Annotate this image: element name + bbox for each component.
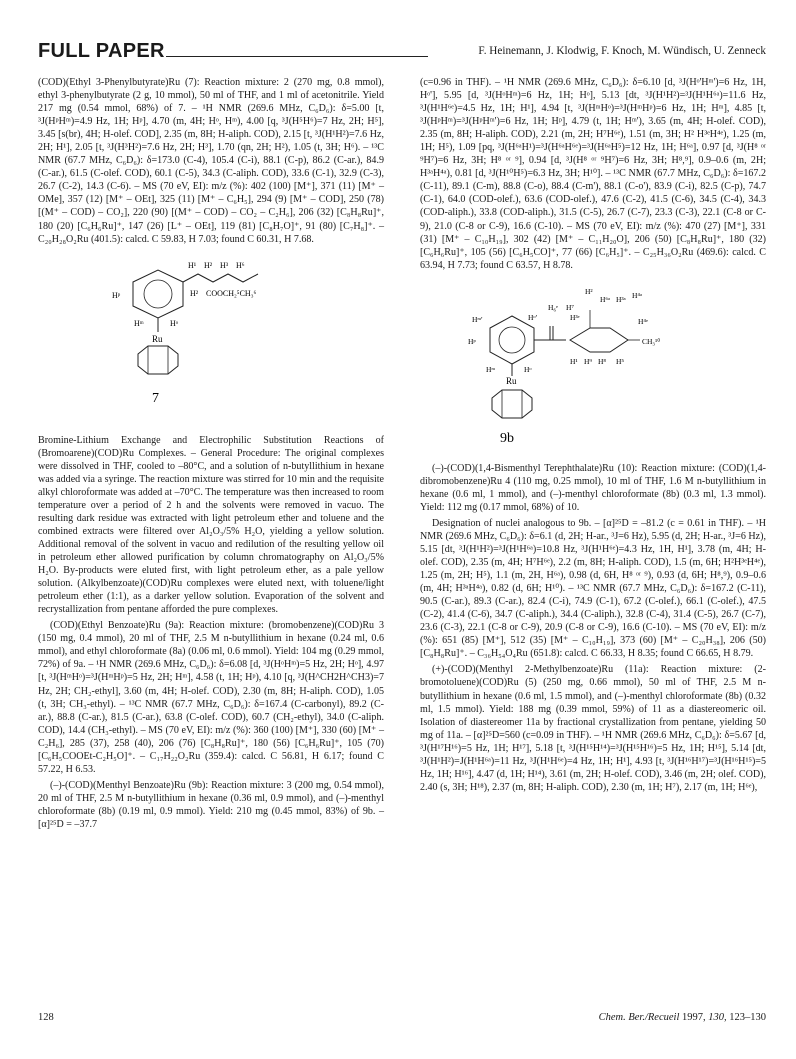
structure-7-drawing	[38, 254, 384, 424]
label-h8: H⁸	[598, 356, 607, 366]
label-ch3: CH₃¹⁰	[642, 336, 661, 346]
header-rule	[166, 56, 428, 57]
label-hm: Hᵐ	[134, 318, 144, 328]
paragraph-compound-10: (–)-(COD)(1,4-Bismenthyl Terephthalate)Ru (10): Reaction mixture: (COD)(1,4-dibromobenzene)Ru 4 (110 mg, 0.25 mmol), 10 ml of THF, 1.6 M n-butyllithium in hexane (0.6 ml, 1 mmol), and (–)-menthyl chloroformate (8b) (0.3 ml, 1.3 mmol). Yield: 112 mg (0.17 mmol, 68%) of 10.	[420, 462, 766, 513]
label-hp: Hᵖ	[112, 290, 121, 300]
label-hm-prime: Hᵐ'	[472, 314, 483, 324]
menthyl-ring	[570, 328, 628, 352]
paragraph-compound-9b: (–)-(COD)(Menthyl Benzoate)Ru (9b): Reaction mixture: 3 (200 mg, 0.54 mmol), 20 ml of THF, 2.5 M n-butyllithium in hexane (0.36 ml, 0.9 mmol), and (–)-menthyl chloroformate (8b) (0.19 ml, 0.9 mmol). Yield: 210 mg (0.45 mmol, 83%) of 9b. – [α]²⁵D = –37.7	[38, 779, 384, 830]
label-ho: Hᵒ	[524, 364, 532, 374]
compound-label-7: 7	[152, 390, 159, 406]
label-h2-bottom: H²	[190, 288, 199, 298]
label-ru: Ru	[152, 333, 163, 344]
label-ho-prime: Hᵒ'	[528, 312, 537, 322]
page-footer	[38, 1012, 766, 1028]
right-column	[420, 76, 766, 797]
journal-name: Chem. Ber./Recueil	[598, 1012, 680, 1023]
label-h6e: H₆ᵉ	[548, 302, 558, 312]
structure-9b-drawing	[420, 280, 766, 452]
cod-ligand	[138, 346, 178, 374]
left-column	[38, 76, 384, 834]
structure-7	[38, 254, 384, 424]
journal-year: 1997,	[682, 1012, 706, 1023]
label-hm: Hᵐ	[486, 364, 496, 374]
label-ho: Hᵒ	[170, 318, 179, 328]
label-ester: COOCH₂⁵CH₃⁶	[206, 288, 257, 298]
label-ru: Ru	[506, 375, 517, 386]
label-h2: H²	[585, 286, 593, 296]
arene-circle	[144, 280, 172, 308]
paragraph-compound-7: (COD)(Ethyl 3-Phenylbutyrate)Ru (7): Reaction mixture: 2 (270 mg, 0.8 mmol), ethyl 3-phenylbutyrate (2 g, 10 mmol), 50 ml of THF, and 1 ml of acetonitrile. Yield 217 mg (0.54 mmol, 68%) of 7. – ¹H NMR (269.6 MHz, C₆D₆): δ=5.00 [t, ³J(HᵖHᵐ)=4.9 Hz, 1H; Hᵖ], 4.70 (m, 4H; Hᵒ, Hᵐ), 4.00 [q, ³J(H⁵H⁶)=7 Hz, 2H; H⁵], 3.45 [s(br), 4H; H-olef. COD], 2.35 (m, 8H; H-aliph. COD), 2.15 [t, ³J(H¹H²)=7.6 Hz, 2H; H¹], 2.05 [t, ³J(H³H²)=7.6 Hz, 2H; H³], 1.70 (qn, 2H; H²), 1.05 (t, 3H; H⁶). – ¹³C NMR (67.7 MHz, C₆D₆): δ=173.0 (C-4), 105.4 (C-i), 88.1 (C-p), 86.2 (C-ar.), 84.9 (C-ar.), 61.5 (C-olef. COD), 60.1 (C-5), 34.3 (C-aliph. COD), 33.6 (C-1), 32.9 (C-3), 26.7 (C-2), 14.3 (C-6). – MS (70 eV, EI): m/z (%): 402 (100) [M⁺], 371 (11) [M⁺ – OMe], 357 (12) [M⁺ – OEt], 325 (11) [M⁺ – C₆H₅], 294 (9) [M⁺ – COD], 250 (78) [(M⁺ – COD) – CO₂], 220 (90) [(M⁺ – COD) – CO₂ – C₂H₆], 206 (32) [C₈H₈Ru]⁺, 180 (20) [C₆H₆Ru]⁺, 147 (26) [L⁺ – OEt], 119 (81) [C₈H₇O]⁺, 91 (80) [C₇H₈]⁺. – C₂₀H₂₈O₂Ru (401.5): calcd. C 59.83, H 7.03; found C 60.31, H 7.68.	[38, 77, 384, 245]
compound-label-9b: 9b	[500, 430, 514, 446]
side-chain	[183, 274, 258, 282]
paragraph-general-procedure: Bromine-Lithium Exchange and Electrophilic Substitution Reactions of (Bromoarene)(COD)Ru Complexes. – General Procedure: The original complexes were dissolved in THF, cooled to –80°C, and a solution of n-butyllithium in hexane was added via a syringe. The reaction mixture was stirred for 10 min and the requisite alkyl chloroformate was added at –70°C. The temperature was then increased to room temperature over a period of 2 h and the solvents were removed in vacuo. The resulting dark residue was extracted with light petroleum ether and toluene and the combined extracts were filtered over Al₂O₃/5% H₂O, yielding a yellow solution. Additional removal of the solvent in vacuo and redilution of the resulting yellow oil in petroleum ether allowed purification by column chromatography on Al₂O₃/5% H₂O. By-products were eluted first, with light petroleum ether, as a pale yellow solution. (Alkylbenzoate)(COD)Ru complexes were eluted next, with toluene/light petroleum ether (1:1), as a darker yellow solution. Evaporation of the solvent and recrystallization from pentane afforded the pure complexes.	[38, 434, 384, 616]
label-h4a: H⁴ᵃ	[632, 290, 643, 300]
label-h9: H⁹	[584, 356, 593, 366]
journal-volume: 130,	[708, 1012, 727, 1023]
author-list: F. Heinemann, J. Klodwig, F. Knoch, M. Wündisch, U. Zenneck	[478, 45, 766, 57]
cod-ligand	[492, 390, 532, 418]
journal-citation	[599, 1012, 766, 1023]
page-number: 128	[38, 1012, 54, 1023]
label-h3: H³	[220, 260, 229, 270]
label-h2-top: H²	[204, 260, 213, 270]
label-h5: H⁵	[616, 356, 625, 366]
label-h1: H¹	[188, 260, 197, 270]
label-h6: H⁶	[236, 260, 245, 270]
label-hp: Hᵖ	[468, 336, 476, 346]
label-h7: H⁷	[566, 302, 575, 312]
page-header	[38, 38, 766, 66]
arene-ring	[490, 316, 534, 364]
label-h4e: H⁴ᵉ	[638, 316, 648, 326]
label-h6a: H⁶ᵃ	[600, 294, 611, 304]
journal-pages: 123–130	[729, 1012, 766, 1023]
paragraph-10-nmr: Designation of nuclei analogous to 9b. – [α]²⁵D = –81.2 (c = 0.61 in THF). – ¹H NMR (269.6 MHz, C₆D₆): δ=6.1 (d, 2H; H-ar., ³J=6 Hz), 5.95 (d, 2H; H-ar., ³J=6 Hz), 5.15 [dt, ³J(H¹H²)=³J(H¹H⁶ᵃ)=10.8 Hz, ³J(H¹H⁶ᵉ)=4.3 Hz, 1H, H¹], 3.78 (m, 4H; H-olef. COD), 2.35 (m, 4H; H⁷H⁶ᵉ), 2.2 (m, 8H; H-aliph. COD), 1.5 (m, 6H; H²H³ᵉH⁴ᵉ), 1.25 (m, 2H; H⁵), 1.1 (m, 2H, H⁶ᵃ), 0.98 (d, 6H, H⁸ ᵒʳ ⁹), 0.93 (d, 6H; H⁸,⁹), 0.9–0.6 (m, 4H; H³ᵃH⁴ᵃ), 0.82 (d, 6H; H¹⁰). – ¹³C NMR (67.7 MHz, C₆D₆): δ=167.2 (C-11), 90.5 (C-ar.), 89.3 (C-ar.), 82.4 (C-i), 74.9 (C-1), 67.2 (C-olef.), 66.1 (C-olef.), 47.5 (C-2), 41.4 (C-6), 34.7 (C-aliph.), 34.4 (C-aliph.), 32.8 (C-4), 31.4 (C-5), 26.7 (C-7), 23.6 (C-3), 22.1 (C-8 or C-9), 20.9 (C-8 or C-9), 16.6 (C-10). – MS (70 eV, EI): m/z (%): 651 (85) [M⁺], 512 (35) [M⁺ – C₁₀H₁₉], 373 (60) [M⁺ – C₂₀H₃₈], 206 (50) [C₈H₈Ru]⁺. – C₃₆H₅₄O₄Ru (651.8): calcd. C 66.33, H 8.35; found C 66.65, H 8.79.	[420, 517, 766, 660]
paragraph-9b-continued: (c=0.96 in THF). – ¹H NMR (269.6 MHz, C₆D₆): δ=6.10 [d, ³J(Hᵒ'Hᵐ')=6 Hz, 1H, Hᵒ'], 5.95 [d, ³J(HᵒHᵐ)=6 Hz, 1H; Hᵒ], 5.13 [dt, ³J(H¹H²)=³J(H¹H⁶ᵃ)=11.6 Hz, ³J(H¹H⁶ᵉ)=4.5 Hz, 1H; H¹], 4.94 [t, ³J(HᵐHᵒ)=³J(HᵐHᵖ)=6 Hz, 1H; Hᵐ], 4.85 [t, ³J(HᵖHᵐ)=³J(HᵖHᵐ')=6 Hz, 1H; Hᵖ], 4.79 (t, 1H; Hᵐ'), 3.65 (m, 4H; H-olef. COD), 2.35 (m, 8H; H-aliph. COD), 2.21 (m, 2H; H⁷H⁶ᵉ), 1.51 (m, 3H; H² H³ᵉH⁴ᵉ), 1.25 (m, 1H; H⁵), 1.09 [pq, ³J(H⁶ᵃH¹)=³J(H⁶ᵃH⁶ᵉ)=³J(H⁶ᵃH⁵)=12 Hz, 1H; H⁶ᵃ], 0.97 [d, ³J(H⁸ ᵒʳ ⁹H⁷)=6 Hz, 3H; H⁸ ᵒʳ ⁹], 0.94 [d, ³J(H⁸ ᵒʳ ⁹H⁷)=6 Hz, 3H; H⁸,⁹], 0.9–0.6 (m, 2H; H³ᵃH⁴ᵃ), 0.81 [d, ³J(H¹⁰H⁵)=6.3 Hz, 3H; H¹⁰]. – ¹³C NMR (67.7 MHz, C₆D₆): δ=167.2 (C-11), 89.1 (C-m), 88.8 (C-o), 88.4 (C-m'), 88.1 (C-o'), 83.9 (C-i), 82.5 (C-p), 74.7 (C-1), 64.0 (COD-olef.), 63.6 (COD-olef.), 47.6 (C-2), 41.5 (C-6), 34.5 (C-4), 34.3 (COD-aliph.), 33.8 (COD-aliph.), 31.5 (C-5), 26.7 (C-7), 23.3 (C-3), 22.1 (C-8 or C-9), 21.0 (C-8 or C-9), 16.6 (C-10). – MS (70 eV, EI): m/z (%): 470 (27) [M⁺], 331 (31) [M⁺ – C₁₀H₁₉], 302 (42) [M⁺ – C₁₁H₂₀O], 206 (50) [C₈H₈Ru]⁺, 180 (32) [C₆H₆Ru]⁺, 105 (56) [C₆H₅CO]⁺, 77 (66) [C₆H₅]⁺. – C₂₅H₃₆O₂Ru (469.6): calcd. C 63.94, H 7.73; found C 63.57, H 8.78.	[420, 77, 766, 271]
label-h3e: H³ᵉ	[570, 312, 580, 322]
arene-ring	[133, 270, 183, 318]
structure-9b	[420, 280, 766, 452]
paragraph-compound-9a: (COD)(Ethyl Benzoate)Ru (9a): Reaction mixture: (bromobenzene)(COD)Ru 3 (150 mg, 0.4 mmol), 20 ml of THF, 2.5 M n-butyllithium in hexane (0.24 ml, 0.6 mmol), and ethyl chloroformate (8a) (0.06 ml, 0.6 mmol). Yield: 104 mg (0.29 mmol, 72%) of 9a. – ¹H NMR (269.6 MHz, C₆D₆): δ=6.08 [d, ³J(HᵒHᵐ)=5 Hz, 2H; Hᵒ], 4.97 [t, ³J(HᵐHᵒ)=³J(HᵐHᵖ)=5 Hz, 2H; Hᵐ], 4.58 (t, 1H; Hᵖ), 4.10 [q, ³J(H^CH2H^CH3)=7 Hz, 2H; CH₂-ethyl], 3.60 (m, 4H; H-olef. COD), 2.30 (m, 8H; H-aliph. COD), 1.05 (t, 3H; CH₃-ethyl). – ¹³C NMR (67.7 MHz, C₆D₆): δ=167.4 (C-carbonyl), 89.2 (C-ar.), 88.8 (C-ar.), 81.5 (C-ar.), 63.8 (C-olef. COD), 60.7 (CH₂-ethyl), 34.0 (C-aliph. COD), 14.4 (CH₃-ethyl). – MS (70 eV, EI): m/z (%): 360 (100) [M⁺], 330 (60) [M⁺ – C₂H₆], 285 (37), 258 (40), 206 (76) [C₈H₈Ru]⁺, 180 (56) [C₆H₆Ru]⁺, 105 (70) [C₆H₅COOEt-C₂H₅O]⁺. – C₁₇H₂₂O₂Ru (359.4): calcd. C 56.81, H 6.17; found C 57.22, H 6.53.	[38, 620, 384, 775]
paragraph-compound-11a: (+)-(COD)(Menthyl 2-Methylbenzoate)Ru (11a): Reaction mixture: (2-bromotoluene)(COD)Ru (5) (250 mg, 0.66 mmol), 50 ml of THF, 2.5 M n-butyllithium in hexane (0.6 ml, 1.5 mmol), and (–)-menthyl chloroformate (8b) (0.32 ml, 1.5 mmol). Yield: 188 mg (0.39 mmol, 59%) of 11 as a diastereomeric oil. Isolation of diastereomer 11a by fractional crystallization from pentane, yielding 50 mg of 11a. – [α]²⁵D=560 (c=0.09 in THF). – ¹H NMR (269.6 MHz, C₆D₆): δ=5.67 [d, ³J(H¹⁷H¹⁶)=5 Hz, 1H; H¹⁷], 5.18 [t, ³J(H¹⁵H¹⁴)=³J(H¹⁵H¹⁶)=5 Hz, 1H; H¹⁵], 5.14 [dt, ³J(H¹H²)=J(H¹H⁶ᵃ)=11 Hz, ³J(H¹H⁶ᵉ)=4 Hz, 1H; H¹], 4.93 [t, ³J(H¹⁶H¹⁷)=³J(H¹⁶H¹⁵)=5 Hz, 1H; H¹⁶], 4.47 (d, 1H; H¹⁴), 3.61 (m, 2H; H-olef. COD), 3.46 (m, 2H; olef. COD), 2.40 (s, 3H; H¹⁸), 2.37 (m, 8H; H-aliph. COD), 2.30 (m, 1H; H⁷), 2.17 (m, 1H; H⁶ᵉ),	[420, 664, 766, 793]
label-h1: H¹	[570, 356, 578, 366]
arene-circle	[499, 327, 525, 353]
section-title: FULL PAPER	[38, 40, 165, 62]
label-h3a: H³ᵃ	[616, 294, 626, 304]
